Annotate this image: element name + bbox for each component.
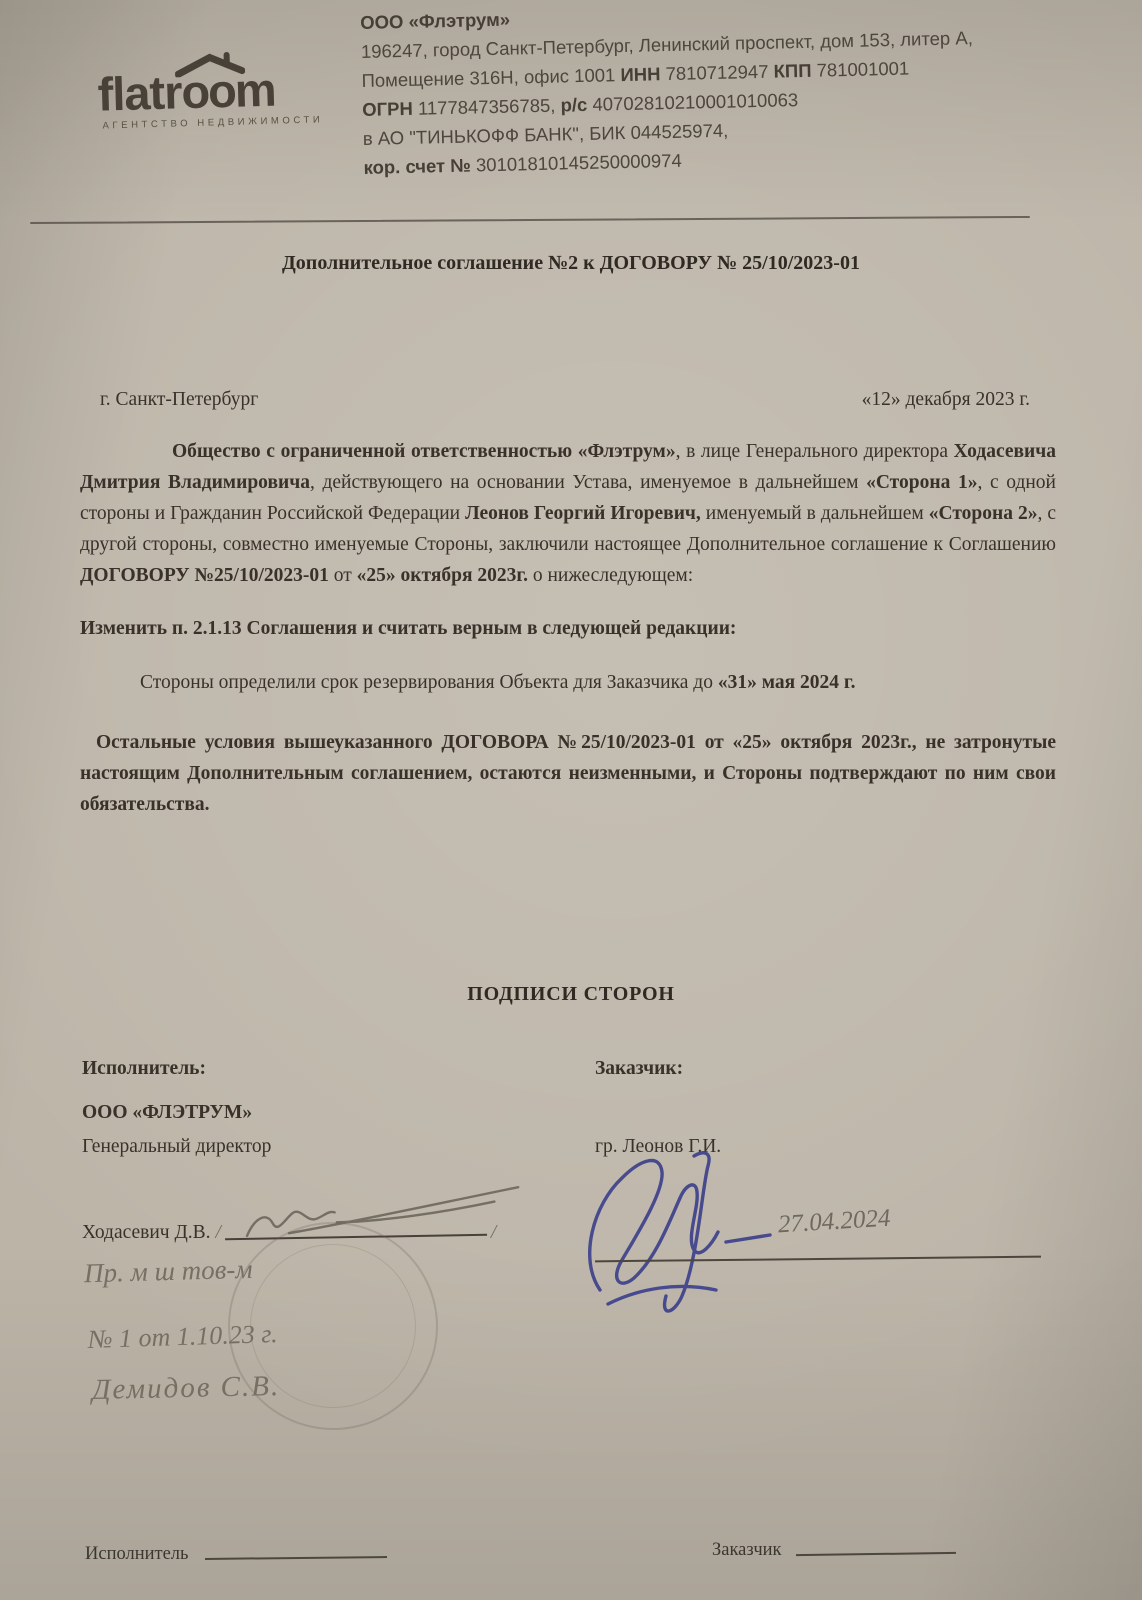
- intro-paragraph: Общество с ограниченной ответственностью «Флэтрум», в лице Генерального директора Ходасевича Дмитрия Владимировича, действующего на основании Устава, именуемое в дальнейшем «Сторона 1», с одной стороны и Гражданин Российской Федерации Леонов Георгий Игоревич, именуемый в дальнейшем «Сторона 2», с другой стороны, совместно именуемые Стороны, заключили настоящее Дополнительное соглашение к Соглашению ДОГОВОРУ №25/10/2023-01 от «25» октября 2023г. о нижеследующем:: [80, 441, 1057, 586]
- ogrn-label: ОГРН: [361, 97, 414, 120]
- footer-executor: [85, 1544, 387, 1565]
- company-korr-line: кор. счет № 30101810145250000974: [363, 149, 682, 178]
- signatures-heading: ПОДПИСИ СТОРОН: [467, 983, 675, 1005]
- letterhead-divider: [30, 216, 1030, 224]
- handwritten-note-3: Демидов С.В.: [91, 1370, 281, 1406]
- footer-customer: [712, 1540, 956, 1561]
- body-text: [80, 436, 1056, 820]
- customer-role-label: Заказчик:: [595, 1058, 684, 1079]
- kpp-label: КПП: [773, 59, 812, 82]
- company-bank-line: в АО "ТИНЬКОФФ БАНК", БИК 044525974,: [362, 119, 729, 149]
- korr-label: кор. счет №: [363, 154, 472, 178]
- handwritten-note-1: Пр. м ш тов-м: [83, 1253, 253, 1289]
- executor-company: ООО «ФЛЭТРУМ»: [82, 1102, 253, 1123]
- letterhead-details: [360, 0, 1084, 182]
- executor-role-label: Исполнитель:: [82, 1058, 206, 1079]
- executor-signer-name: Ходасевич Д.В.: [82, 1222, 211, 1243]
- logo-tagline: АГЕНТСТВО НЕДВИЖИМОСТИ: [102, 114, 324, 132]
- handwritten-date: 27.04.2024: [777, 1204, 892, 1239]
- customer-signature-line: [595, 1254, 1041, 1263]
- company-name: ООО «Флэтрум»: [360, 8, 511, 34]
- amend-heading: Изменить п. 2.1.13 Соглашения и считать верным в следующей редакции:: [80, 618, 737, 639]
- footer-executor-label: Исполнитель: [85, 1544, 189, 1564]
- footer-customer-label: Заказчик: [712, 1540, 782, 1560]
- final-paragraph: Остальные условия вышеуказанного ДОГОВОРА №25/10/2023-01 от «25» октября 2023г., не затронутые настоящим Дополнительным соглашением, остаются неизменными, и Стороны подтверждают по ним свои обязательства.: [80, 732, 1056, 815]
- customer-person: гр. Леонов Г.И.: [595, 1136, 722, 1157]
- company-address-line1: 196247, город Санкт-Петербург, Ленинский проспект, дом 153, литер А,: [360, 27, 974, 62]
- date-label: «12» декабря 2023 г.: [861, 389, 1030, 410]
- house-roof-icon: [174, 51, 245, 77]
- footer-customer-line: [796, 1550, 956, 1556]
- letterhead: [96, 0, 1084, 188]
- executor-signature-row: Ходасевич Д.В. / /: [82, 1222, 496, 1244]
- doc-title: Дополнительное соглашение №2 к ДОГОВОРУ № 25/10/2023-01: [282, 252, 860, 274]
- logo-oo-letters: oo: [181, 67, 236, 115]
- flatroom-logo: [97, 64, 338, 189]
- inn-label: ИНН: [620, 63, 661, 86]
- footer-executor-line: [205, 1554, 387, 1560]
- logo-text-flatr: flatr: [96, 65, 183, 121]
- handwritten-note-2: № 1 от 1.10.23 г.: [87, 1319, 278, 1354]
- rs-label: р/с: [560, 93, 588, 116]
- reservation-clause: Стороны определили срок резервирования Объекта для Заказчика до «31» мая 2024 г.: [140, 672, 856, 693]
- company-ogrn-line: ОГРН 1177847356785, р/с 40702810210001010063: [361, 89, 799, 120]
- logo-brand-text: flatr oom: [97, 64, 336, 118]
- executor-position: Генеральный директор: [82, 1136, 272, 1157]
- dateline: [100, 389, 1030, 411]
- city-label: г. Санкт-Петербург: [100, 389, 259, 410]
- company-address-line2: Помещение 316Н, офис 1001 ИНН 7810712947 КПП 781001001: [361, 57, 910, 91]
